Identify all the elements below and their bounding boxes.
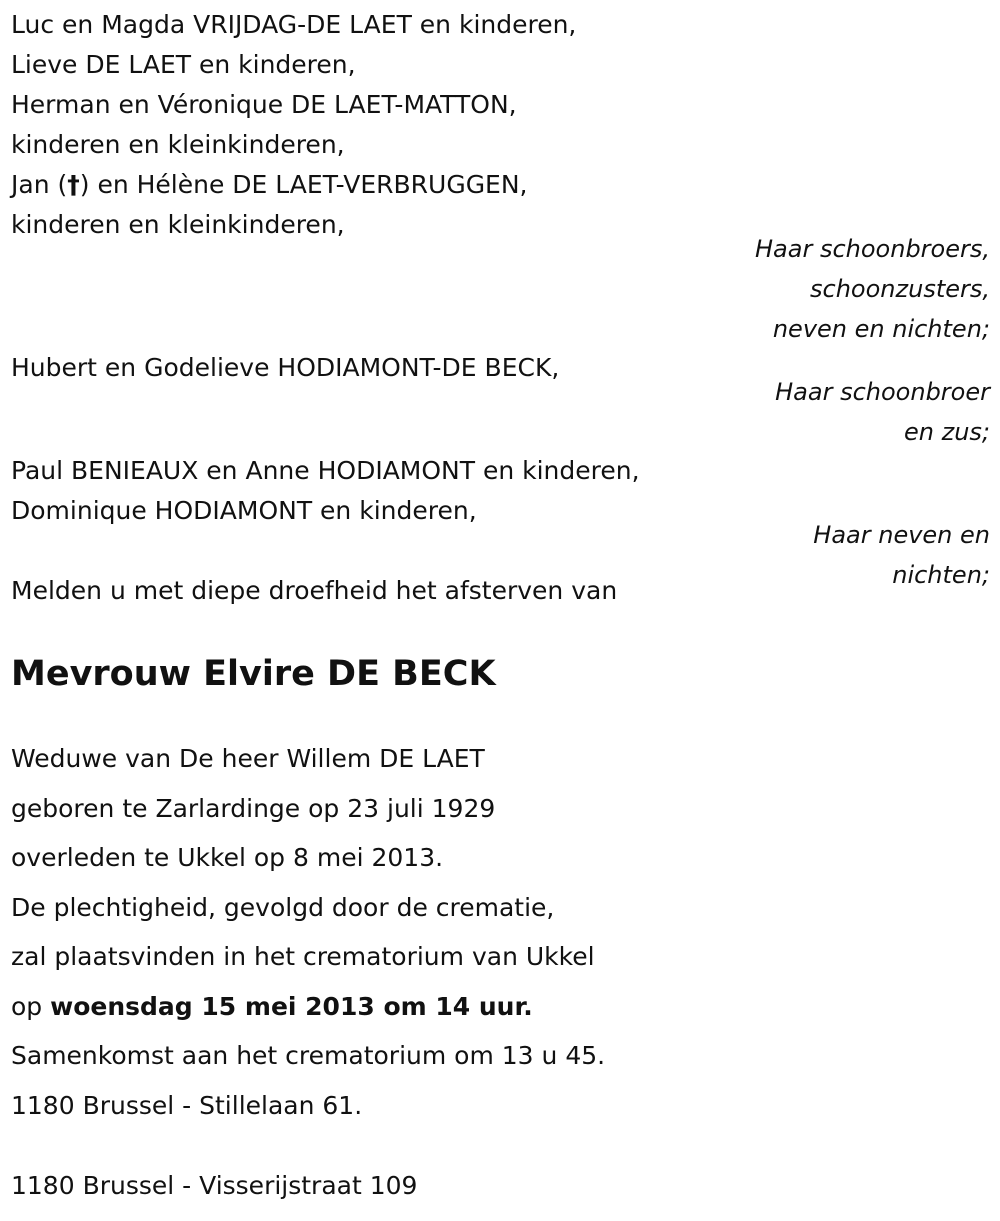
- announcement-line: Melden u met diepe droefheid het afsterven van: [11, 576, 618, 605]
- home-address: 1180 Brussel - Visserijstraat 109: [11, 1171, 418, 1200]
- relation-3b: nichten;: [892, 561, 990, 589]
- family-line-9: Dominique HODIAMONT en kinderen,: [11, 496, 477, 525]
- deceased-name: Mevrouw Elvire DE BECK: [11, 654, 496, 694]
- detail-date: [11, 992, 533, 1022]
- family-line-3: Herman en Véronique DE LAET-MATTON,: [11, 90, 517, 119]
- family-line-7: Hubert en Godelieve HODIAMONT-DE BECK,: [11, 353, 560, 382]
- detail-location: zal plaatsvinden in het crematorium van Ukkel: [11, 942, 595, 971]
- detail-born: geboren te Zarlardinge op 23 juli 1929: [11, 794, 496, 823]
- detail-widow: Weduwe van De heer Willem DE LAET: [11, 744, 485, 773]
- family-line-2: Lieve DE LAET en kinderen,: [11, 50, 356, 79]
- detail-died: overleden te Ukkel op 8 mei 2013.: [11, 843, 444, 872]
- cross-icon: †: [67, 170, 80, 199]
- relation-3a: Haar neven en: [813, 521, 990, 549]
- family-line-1: Luc en Magda VRIJDAG-DE LAET en kinderen,: [11, 10, 577, 39]
- family-line-8: Paul BENIEAUX en Anne HODIAMONT en kinderen,: [11, 456, 640, 485]
- relation-1c: neven en nichten;: [772, 315, 990, 343]
- relation-2b: en zus;: [903, 418, 990, 446]
- family-line-5: [11, 170, 528, 200]
- detail-date-prefix: op: [11, 992, 51, 1021]
- family-line-4: kinderen en kleinkinderen,: [11, 130, 345, 159]
- family-line-5-start: Jan (: [11, 170, 68, 199]
- detail-crematorium-address: 1180 Brussel - Stillelaan 61.: [11, 1091, 363, 1120]
- relation-2a: Haar schoonbroer: [775, 378, 990, 406]
- detail-date-bold: woensdag 15 mei 2013 om 14 uur.: [50, 992, 533, 1021]
- relation-1a: Haar schoonbroers,: [755, 235, 990, 263]
- relation-1b: schoonzusters,: [810, 275, 990, 303]
- detail-ceremony: De plechtigheid, gevolgd door de crematie,: [11, 893, 555, 922]
- family-line-5-end: ) en Hélène DE LAET-VERBRUGGEN,: [79, 170, 528, 199]
- detail-gathering: Samenkomst aan het crematorium om 13 u 45.: [11, 1041, 606, 1070]
- family-line-6: kinderen en kleinkinderen,: [11, 210, 345, 239]
